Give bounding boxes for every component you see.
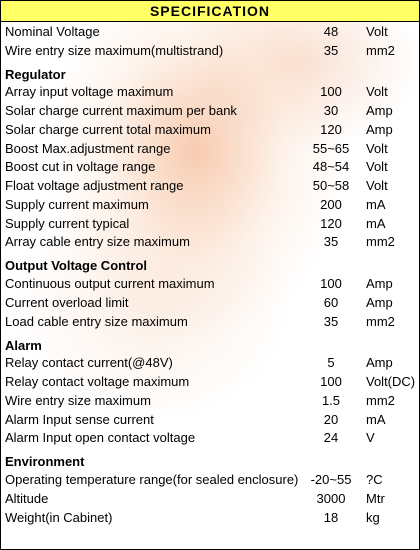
spec-label: Altitude (5, 490, 49, 506)
spec-unit: Amp (366, 121, 393, 137)
spec-unit: Volt (366, 84, 388, 100)
spec-label: Operating temperature range(for sealed enclosure) (5, 472, 299, 487)
spec-row (1, 391, 419, 410)
spec-unit: Volt (366, 23, 388, 39)
spec-row (1, 101, 419, 120)
spec-label: Solar charge current total maximum (5, 121, 211, 137)
spec-row (1, 470, 419, 489)
spec-unit: Amp (366, 294, 393, 310)
spec-unit: mm2 (366, 234, 395, 250)
spec-row (1, 22, 419, 41)
spec-unit: Amp (366, 355, 393, 371)
spec-row (1, 120, 419, 139)
spec-label: Array input voltage maximum (5, 84, 174, 100)
spec-unit: Mtr (366, 490, 385, 506)
spec-row (1, 410, 419, 429)
spec-row (1, 489, 419, 508)
section-heading (1, 251, 419, 274)
spec-value: 48 (323, 23, 339, 39)
spec-label: Boost Max.adjustment range (5, 140, 171, 156)
spec-unit: mm2 (366, 392, 395, 408)
spec-row (1, 195, 419, 214)
spec-value: 1.5 (321, 392, 341, 408)
section-title: Regulator (5, 66, 66, 82)
spec-unit: Amp (366, 103, 393, 118)
spec-unit: mA (366, 196, 386, 212)
spec-value: 120 (320, 215, 342, 231)
spec-value: 35 (323, 234, 339, 250)
spec-unit: V (366, 430, 375, 446)
section-title: Environment (5, 454, 85, 470)
spec-unit: Amp (366, 276, 393, 291)
spec-value: 18 (323, 509, 339, 525)
section-title: Output Voltage Control (5, 258, 148, 274)
section-heading (1, 331, 419, 354)
spec-value: 30 (323, 103, 339, 118)
spec-value: 48~54 (312, 159, 350, 175)
spec-label: Boost cut in voltage range (5, 159, 156, 175)
spec-label: Supply current typical (5, 215, 130, 231)
spec-row (1, 508, 419, 527)
spec-value: -20~55 (310, 472, 352, 487)
spec-label: Solar charge current maximum per bank (5, 103, 237, 118)
spec-value: 50~58 (312, 178, 350, 193)
spec-label: Alarm Input open contact voltage (5, 430, 196, 446)
section-heading (1, 447, 419, 470)
spec-value: 35 (323, 313, 339, 329)
spec-label: Current overload limit (5, 294, 129, 310)
spec-unit: mA (366, 411, 386, 427)
spec-label: Wire entry size maximum(multistrand) (5, 42, 224, 58)
spec-row (1, 83, 419, 102)
spec-unit: Volt (366, 159, 388, 175)
spec-row (1, 372, 419, 391)
spec-value: 3000 (316, 490, 346, 506)
spec-value: 20 (323, 411, 339, 427)
spec-unit: mA (366, 215, 386, 231)
spec-unit: mm2 (366, 313, 395, 329)
spec-value: 100 (320, 374, 342, 389)
spec-unit: Volt (366, 140, 388, 156)
spec-value: 60 (323, 294, 339, 310)
spec-value: 100 (320, 276, 342, 291)
spec-value: 35 (323, 42, 339, 58)
spec-row (1, 214, 419, 233)
spec-unit: kg (366, 509, 380, 525)
spec-label: Load cable entry size maximum (5, 313, 188, 329)
spec-label: Relay contact voltage maximum (5, 374, 190, 389)
spec-value: 24 (323, 430, 339, 446)
spec-value: 5 (327, 355, 335, 371)
spec-label: Nominal Voltage (5, 23, 100, 39)
specification-header (1, 1, 419, 22)
spec-unit: Volt(DC) (366, 374, 416, 389)
spec-row (1, 429, 419, 448)
spec-row (1, 293, 419, 312)
spec-unit: ?C (366, 472, 383, 487)
spec-value: 200 (320, 196, 342, 212)
specification-title: SPECIFICATION (149, 3, 271, 19)
spec-label: Alarm Input sense current (5, 411, 154, 427)
spec-row (1, 354, 419, 373)
section-title: Alarm (5, 337, 42, 353)
spec-row (1, 176, 419, 195)
section-heading (1, 60, 419, 83)
spec-label: Weight(in Cabinet) (5, 509, 113, 525)
spec-row (1, 312, 419, 331)
spec-value: 55~65 (312, 140, 350, 156)
spec-row (1, 139, 419, 158)
spec-unit: mm2 (366, 42, 395, 58)
spec-row (1, 158, 419, 177)
spec-label: Continuous output current maximum (5, 276, 215, 291)
spec-row (1, 233, 419, 252)
spec-label: Supply current maximum (5, 196, 149, 212)
spec-value: 100 (320, 84, 342, 100)
spec-label: Array cable entry size maximum (5, 234, 190, 250)
spec-row (1, 41, 419, 60)
spec-label: Wire entry size maximum (5, 392, 151, 408)
specification-table (1, 22, 419, 527)
spec-value: 120 (320, 121, 342, 137)
spec-unit: Volt (366, 178, 388, 193)
spec-label: Float voltage adjustment range (5, 178, 184, 193)
spec-row (1, 274, 419, 293)
spec-label: Relay contact current(@48V) (5, 355, 173, 371)
